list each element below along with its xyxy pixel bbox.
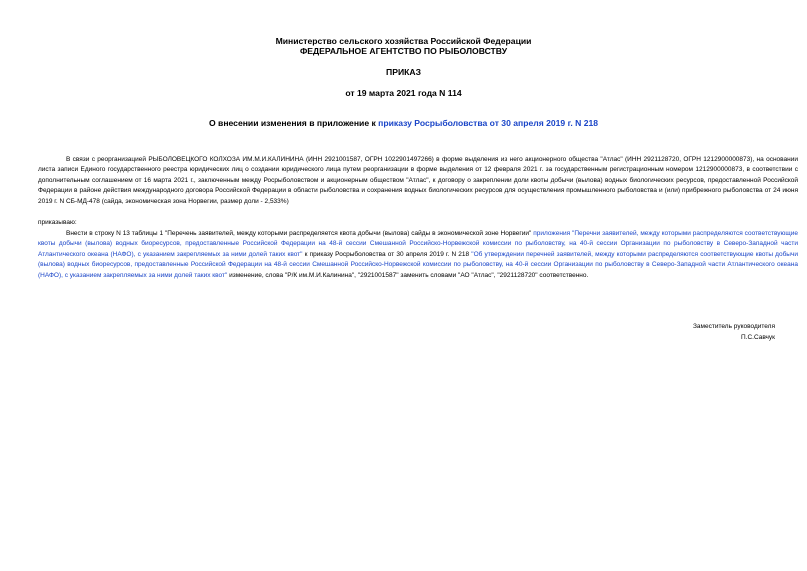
document-header xyxy=(0,36,807,56)
title-order-link[interactable]: приказу Росрыболовства от 30 апреля 2019 г. N 218 xyxy=(378,118,599,128)
preamble-paragraph: В связи с реорганизацией РЫБОЛОВЕЦКОГО КОЛХОЗА ИМ.М.И.КАЛИНИНА (ИНН 2921001587, ОГРН 1022901497266) в форме выделения из него акционерного общества "Атлас" (ИНН 2921128720, ОГРН 1212900000873), на основании листа записи Единого государственного реестра юридических лиц о создании юридического лица путем реорганизации в форме выделения от 12 февраля 2021 г. за государственным регистрационным номером 1212900000873, в соответствии с дополнительным соглашением от 16 марта 2021 г., заключенным между Росрыболовством и акционерным обществом "Атлас", к договору о закреплении доли квоты добычи (вылова) водных биологических ресурсов, предоставленной Российской Федерации в районе действия международного договора Российской Федерации в области рыболовства и сохранения водных биологических ресурсов для осуществления промышленного рыболовства и (или) прибрежного рыболовства от 24 июня 2019 г. N СБ-МД-478 (сайда, экономическая зона Норвегии, размер доли - 2,533%) xyxy=(38,156,798,205)
order-title-link[interactable]: "Об утверждении перечней заявителей, между которыми распределяются соответствующие квоты добычи (вылова) водных биоресурсов, предоставленные Российской Федерации на 48-й сессии Смешанной Российско-Норвежской комиссии по рыболовству, на 40-й сессии Организации по рыболовству в Северо-Западной части Атлантического океана (НАФО), с указанием закрепляемых за ними долей таких квот" xyxy=(38,250,798,279)
operative-paragraph xyxy=(38,229,798,281)
order-label: приказываю: xyxy=(38,219,77,226)
operative-text-part-3: изменение, слова "Р/К им.М.И.Калинина", "2921001587" заменить словами "АО "Атлас", "2921128720" соответственно. xyxy=(227,271,589,279)
agency-name: ФЕДЕРАЛЬНОЕ АГЕНТСТВО ПО РЫБОЛОВСТВУ xyxy=(299,46,508,56)
order-word: ПРИКАЗ xyxy=(386,67,421,77)
operative-text-part-1: Внести в строку N 13 таблицы 1 "Перечень заявителей, между которыми распределяется квота добычи (вылова) сайды в экономической зоне Норвегии" xyxy=(66,230,534,237)
title-prefix: О внесении изменения в приложение к xyxy=(208,118,379,128)
signature-block xyxy=(693,322,775,343)
operative-text-part-2: к приказу Росрыболовства от 30 апреля 2019 г. N 218 xyxy=(302,250,472,258)
document-title xyxy=(0,118,807,128)
signatory-position: Заместитель руководителя xyxy=(693,323,775,330)
signatory-name: П.С.Савчук xyxy=(740,333,775,341)
appendix-link[interactable]: приложения "Перечни заявителей, между которыми распределяются соответствующие квоты добычи (вылова) водных биоресурсов, предоставленные Российской Федерации на 48-й сессии Смешанной Российско-Норвежской комиссии по рыболовству, на 40-й сессии Организации по рыболовству в Северо-Западной части Атлантического океана (НАФО), с указанием закрепляемых за ними долей таких квот" xyxy=(38,230,798,258)
ministry-name: Министерство сельского хозяйства Российской Федерации xyxy=(275,36,532,46)
order-date-number: от 19 марта 2021 года N 114 xyxy=(345,88,462,98)
